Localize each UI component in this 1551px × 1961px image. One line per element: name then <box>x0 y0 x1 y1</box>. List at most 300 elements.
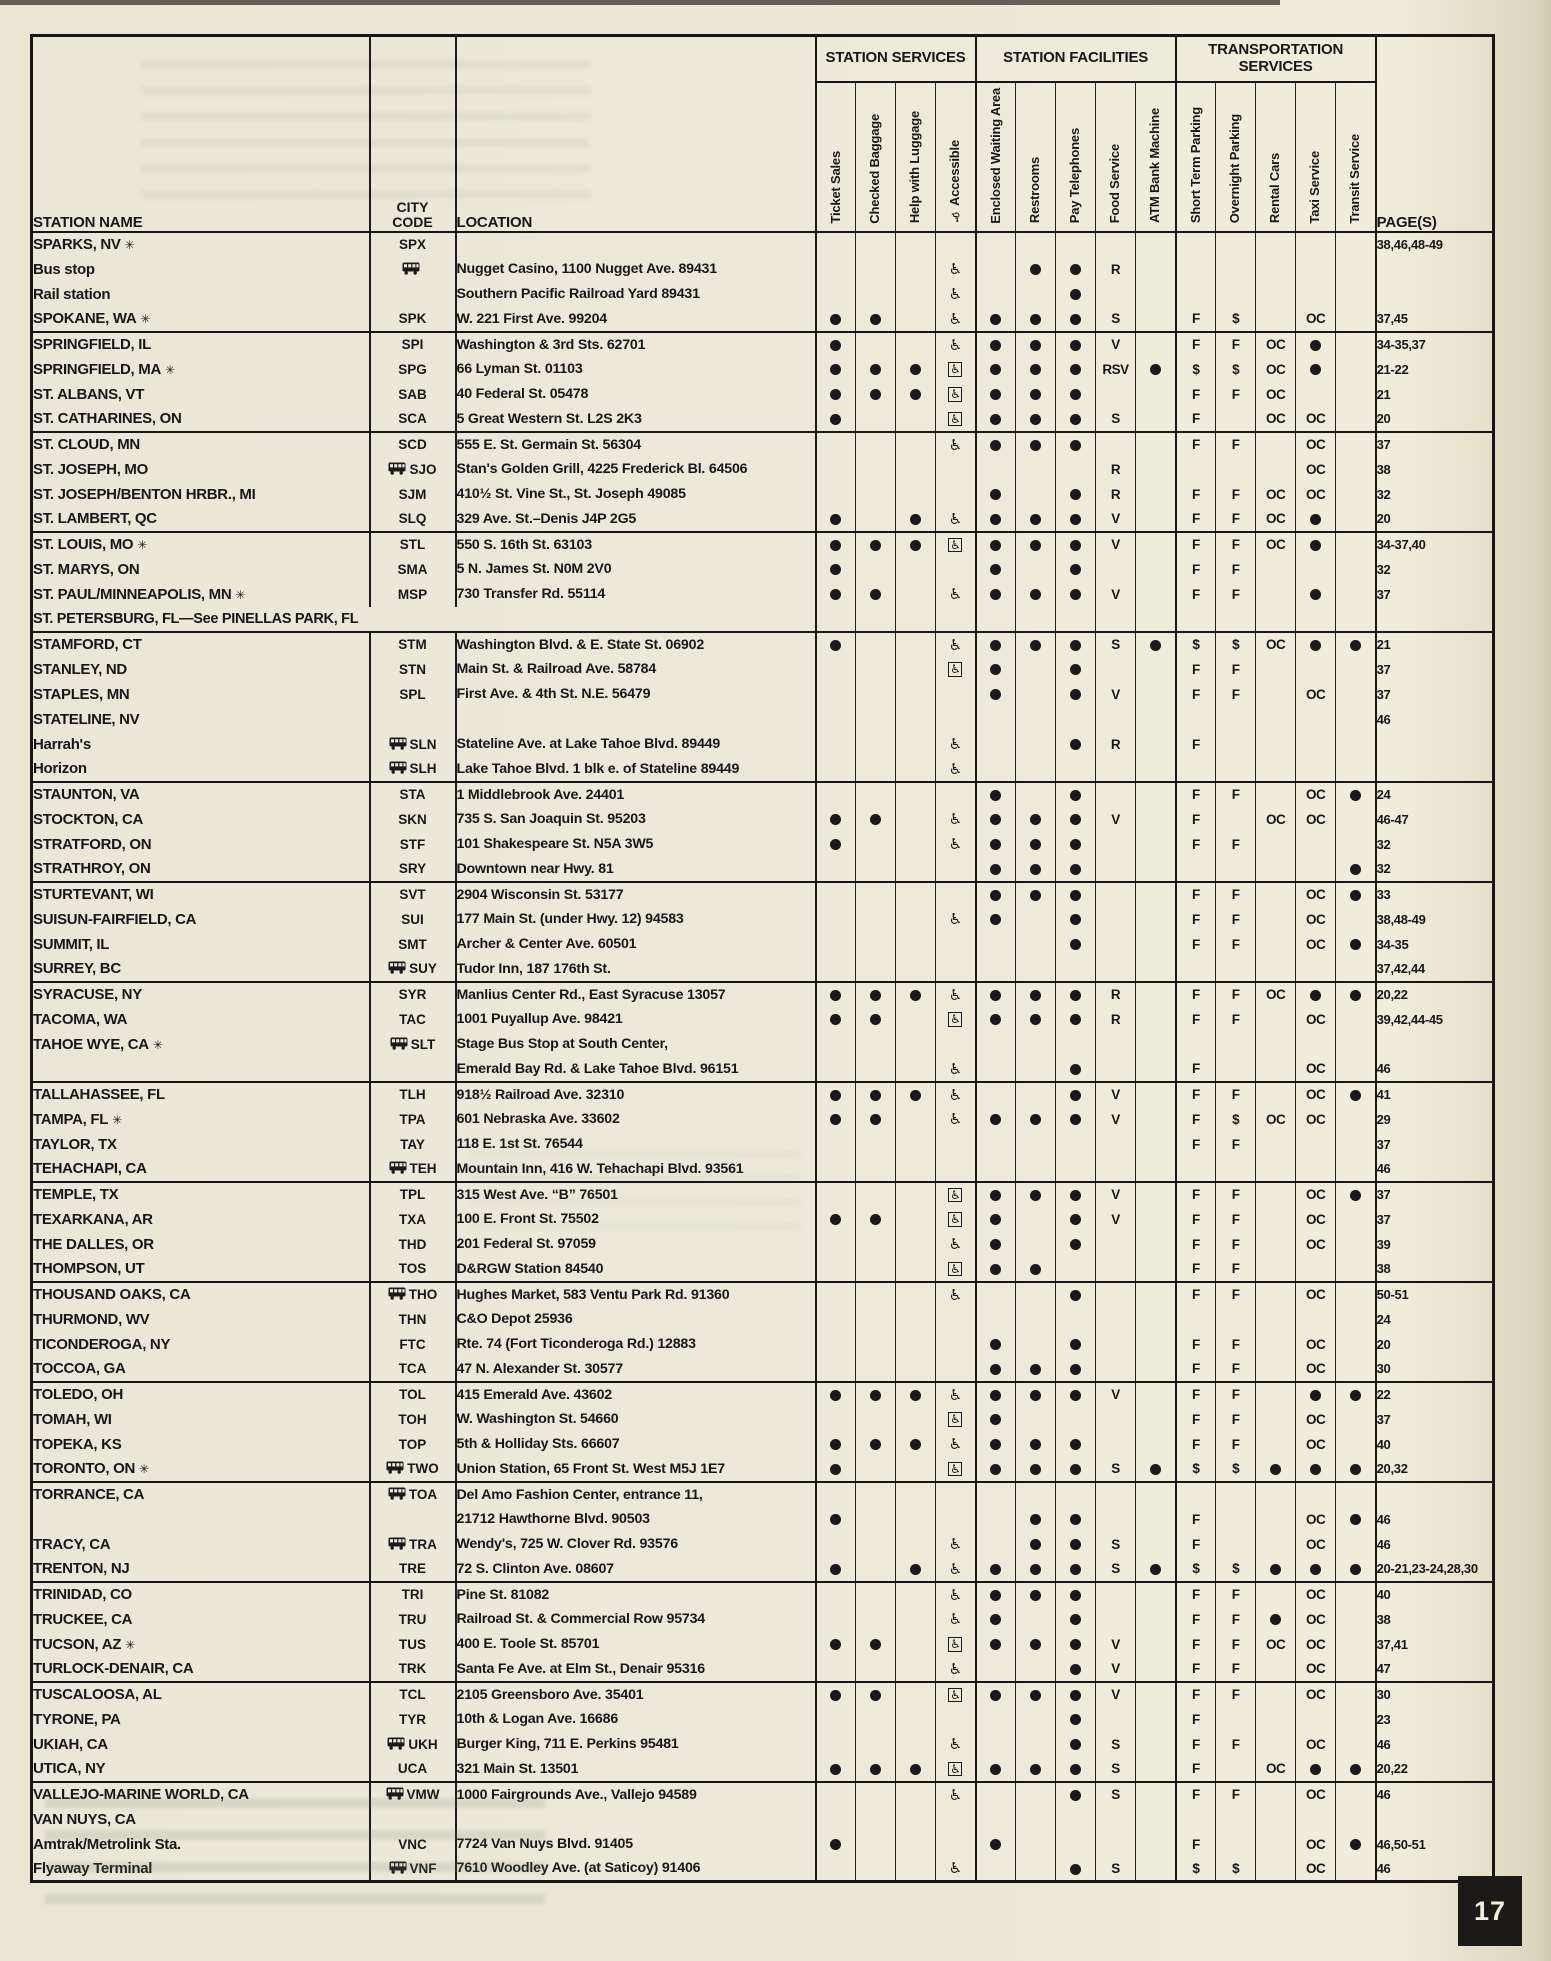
service-cell <box>1056 707 1096 732</box>
service-cell <box>1296 557 1336 582</box>
city-code-cell <box>370 457 456 482</box>
location-text: Manlius Center Rd., East Syracuse 13057 <box>456 986 726 1003</box>
service-cell <box>1016 1532 1056 1557</box>
bus-icon <box>386 1461 404 1474</box>
service-cell <box>976 757 1016 782</box>
service-code: $ <box>1232 361 1240 377</box>
station-name: TEMPLE, TX <box>33 1186 119 1203</box>
pages-cell <box>1376 1607 1494 1632</box>
service-dot <box>1150 640 1161 651</box>
service-cell <box>816 1707 856 1732</box>
service-code: OC <box>1305 411 1326 426</box>
location-text: 21712 Hawthorne Blvd. 90503 <box>456 1511 650 1527</box>
service-cell <box>1096 1582 1136 1607</box>
service-cell <box>1296 682 1336 707</box>
service-cell <box>896 1307 936 1332</box>
pages-cell <box>1376 1232 1494 1257</box>
station-name-cell <box>32 1657 370 1682</box>
service-cell <box>896 1357 936 1382</box>
service-code: F <box>1191 1111 1200 1127</box>
pages-cell <box>1376 1657 1494 1682</box>
service-cell <box>1016 382 1056 407</box>
service-code: S <box>1111 1461 1120 1476</box>
service-code: F <box>1191 311 1200 326</box>
service-cell <box>816 1432 856 1457</box>
station-name-cell <box>32 582 370 607</box>
location-cell <box>456 1107 816 1132</box>
city-code-cell <box>370 232 456 257</box>
pages-text: 46 <box>1376 1161 1391 1176</box>
location-text: W. Washington St. 54660 <box>456 1411 619 1427</box>
service-cell <box>856 1007 896 1032</box>
service-cell <box>976 1532 1016 1557</box>
service-code: F <box>1191 411 1200 426</box>
service-cell <box>1216 707 1256 732</box>
city-code-cell <box>370 532 456 557</box>
service-cell <box>1176 732 1216 757</box>
service-cell <box>1296 1407 1336 1432</box>
service-code: F <box>1191 1587 1200 1602</box>
station-name-cell <box>32 357 370 382</box>
service-cell <box>976 1032 1016 1057</box>
service-cell <box>1016 1482 1056 1507</box>
station-name-cell <box>32 1607 370 1632</box>
service-cell <box>1136 432 1176 457</box>
service-cell <box>1096 1507 1136 1532</box>
station-name-cell <box>32 857 370 882</box>
service-cell <box>1336 1682 1376 1707</box>
service-cell <box>1336 932 1376 957</box>
service-cell <box>1336 857 1376 882</box>
service-cell <box>1016 1657 1056 1682</box>
service-dot <box>1070 264 1081 275</box>
service-cell <box>976 657 1016 682</box>
service-cell <box>1016 657 1056 682</box>
service-cell <box>936 707 976 732</box>
service-cell <box>1096 1357 1136 1382</box>
station-name: UKIAH, CA <box>33 1735 108 1753</box>
service-cell <box>1056 457 1096 482</box>
wheelchair-accessible-boxed-icon: ♿ <box>950 387 961 402</box>
service-cell <box>936 307 976 332</box>
service-cell <box>856 357 896 382</box>
service-code: F <box>1191 386 1200 402</box>
service-cell <box>1056 1307 1096 1332</box>
service-dot <box>1070 340 1081 351</box>
service-dot <box>830 1690 841 1701</box>
service-cell <box>1096 357 1136 382</box>
service-cell <box>1056 1407 1096 1432</box>
city-code: UCA <box>397 1761 428 1776</box>
service-code: F <box>1231 511 1240 526</box>
service-cell <box>1096 657 1136 682</box>
station-name: TURLOCK-DENAIR, CA <box>33 1660 194 1677</box>
pages-cell <box>1376 1807 1494 1832</box>
service-cell <box>1136 607 1176 632</box>
service-cell <box>1136 232 1176 257</box>
service-dot <box>1350 1514 1361 1525</box>
service-dot <box>870 1639 881 1650</box>
service-dot <box>1310 340 1321 351</box>
pages-cell <box>1376 1182 1494 1207</box>
service-cell <box>856 1157 896 1182</box>
service-dot <box>990 1439 1001 1450</box>
location-cell <box>456 657 816 682</box>
service-cell <box>856 707 896 732</box>
station-subrow <box>32 757 1494 782</box>
station-row <box>32 407 1494 432</box>
station-name: Rail station <box>33 285 111 303</box>
service-cell <box>936 632 976 657</box>
service-cell <box>856 1582 896 1607</box>
service-cell <box>1016 1257 1056 1282</box>
service-dot <box>1070 540 1081 551</box>
pages-text: 46 <box>1376 1511 1391 1527</box>
service-cell <box>1176 332 1216 357</box>
service-cell <box>936 557 976 582</box>
station-name: SURREY, BC <box>33 960 121 977</box>
location-cell <box>456 382 816 407</box>
service-cell <box>976 907 1016 932</box>
station-name: THOUSAND OAKS, CA <box>33 1286 191 1303</box>
service-dot <box>1070 1014 1081 1025</box>
service-cell <box>1136 1107 1176 1132</box>
service-cell <box>856 1482 896 1507</box>
city-code: TYR <box>399 1711 426 1727</box>
service-cell <box>1336 1757 1376 1782</box>
service-cell <box>896 857 936 882</box>
service-cell <box>1256 457 1296 482</box>
service-cell <box>1136 1007 1176 1032</box>
station-name: ST. LAMBERT, QC <box>33 510 157 527</box>
city-code-cell <box>370 382 456 407</box>
pages-text: 40 <box>1376 1436 1391 1452</box>
service-dot <box>1030 1464 1041 1475</box>
location-text: 2105 Greensboro Ave. 35401 <box>456 1686 644 1703</box>
service-cell <box>896 1107 936 1132</box>
service-cell <box>816 307 856 332</box>
service-cell <box>1296 882 1336 907</box>
service-cell <box>1216 907 1256 932</box>
station-name-cell <box>32 1307 370 1332</box>
service-code: F <box>1191 1711 1200 1727</box>
service-cell <box>1056 1107 1096 1132</box>
station-name-cell <box>32 1157 370 1182</box>
service-dot <box>830 1639 841 1650</box>
city-code: TXA <box>399 1211 426 1227</box>
service-cell <box>1096 732 1136 757</box>
station-row <box>32 1232 1494 1257</box>
service-code: F <box>1191 1687 1200 1702</box>
station-name: Flyaway Terminal <box>33 1859 153 1877</box>
location-text: 410½ St. Vine St., St. Joseph 49085 <box>456 486 686 502</box>
service-cell <box>1176 432 1216 457</box>
service-cell <box>1136 407 1176 432</box>
location-text: Rte. 74 (Fort Ticonderoga Rd.) 12883 <box>456 1336 696 1352</box>
service-cell <box>1096 532 1136 557</box>
service-cell <box>1096 1832 1136 1857</box>
service-cell <box>856 782 896 807</box>
service-dot <box>830 814 841 825</box>
wheelchair-accessible-icon: ♿ <box>948 309 962 328</box>
service-cell <box>1136 557 1176 582</box>
service-cell <box>816 882 856 907</box>
service-cell <box>1256 807 1296 832</box>
city-code: TAY <box>400 1136 425 1152</box>
service-code: R <box>1110 461 1121 477</box>
service-cell <box>976 1257 1016 1282</box>
location-cell <box>456 557 816 582</box>
service-dot <box>990 1264 1001 1275</box>
service-cell <box>1296 782 1336 807</box>
service-cell <box>1216 832 1256 857</box>
location-cell <box>456 1432 816 1457</box>
service-cell <box>1256 1232 1296 1257</box>
pages-cell <box>1376 1332 1494 1357</box>
station-row <box>32 457 1494 482</box>
flag-star-icon: ✳ <box>125 1637 135 1652</box>
service-cell <box>1176 1032 1216 1057</box>
service-dot <box>830 414 841 425</box>
service-cell <box>1056 1707 1096 1732</box>
service-cell <box>1016 457 1056 482</box>
city-code-cell <box>370 507 456 532</box>
service-dot <box>1070 1214 1081 1225</box>
pages-cell <box>1376 357 1494 382</box>
pages-text: 21 <box>1376 637 1391 652</box>
service-cell <box>896 1157 936 1182</box>
city-code: TPL <box>399 1187 426 1202</box>
service-cell <box>1176 757 1216 782</box>
service-dot <box>1030 540 1041 551</box>
service-cell <box>856 1257 896 1282</box>
city-code: TOA <box>408 1487 438 1502</box>
service-cell <box>1256 1782 1296 1807</box>
wheelchair-accessible-icon: ♿ <box>948 759 962 778</box>
service-cell <box>1176 782 1216 807</box>
service-cell <box>1096 1682 1136 1707</box>
service-cell <box>816 1132 856 1157</box>
service-dot <box>830 314 841 325</box>
service-cell <box>1216 957 1256 982</box>
service-cell <box>1056 1457 1096 1482</box>
service-cell <box>1296 1157 1336 1182</box>
service-dot <box>1350 864 1361 875</box>
service-dot <box>1070 440 1081 451</box>
service-cell <box>1336 1107 1376 1132</box>
service-cell <box>1336 807 1376 832</box>
service-cell <box>816 907 856 932</box>
city-code-cell <box>370 1557 456 1582</box>
pages-text: 24 <box>1376 1311 1391 1327</box>
service-cell <box>1216 1282 1256 1307</box>
service-cell <box>896 1082 936 1107</box>
column-header-pay-telephones: Pay Telephones <box>1056 82 1096 232</box>
service-cell <box>1176 1107 1216 1132</box>
service-cell <box>1296 1207 1336 1232</box>
pages-cell <box>1376 907 1494 932</box>
station-row <box>32 1532 1494 1557</box>
location-cell <box>456 1082 816 1107</box>
station-name: ST. JOSEPH/BENTON HRBR., MI <box>33 485 256 503</box>
service-cell <box>856 857 896 882</box>
service-code: OC <box>1305 936 1326 952</box>
service-code: F <box>1231 586 1240 602</box>
service-cell <box>856 1132 896 1157</box>
service-cell <box>1056 682 1096 707</box>
service-dot <box>1270 1614 1281 1625</box>
service-code: $ <box>1232 637 1240 652</box>
service-dot <box>1150 364 1161 375</box>
station-name: VAN NUYS, CA <box>33 1810 136 1828</box>
service-cell <box>1096 1857 1136 1882</box>
service-dot <box>870 540 881 551</box>
service-code: S <box>1111 311 1120 326</box>
service-code: $ <box>1232 1461 1240 1476</box>
service-cell <box>1056 757 1096 782</box>
service-code: F <box>1231 836 1240 852</box>
station-name-cell <box>32 1282 370 1307</box>
service-dot <box>1310 1464 1321 1475</box>
location-cell <box>456 257 816 282</box>
service-cell <box>976 932 1016 957</box>
service-cell <box>1256 1757 1296 1782</box>
service-cell <box>1016 1457 1056 1482</box>
station-name-cell <box>32 1032 370 1057</box>
service-code: F <box>1191 1536 1200 1552</box>
service-cell <box>1136 957 1176 982</box>
service-cell <box>1296 1232 1336 1257</box>
service-cell <box>1296 232 1336 257</box>
service-cell <box>1336 532 1376 557</box>
service-cell <box>856 382 896 407</box>
service-cell <box>1176 1857 1216 1882</box>
city-code-cell <box>370 1357 456 1382</box>
station-row <box>32 1082 1494 1107</box>
service-cell <box>936 1632 976 1657</box>
pages-cell <box>1376 1757 1494 1782</box>
location-text: Santa Fe Ave. at Elm St., Denair 95316 <box>456 1660 705 1677</box>
location-cell <box>456 1757 816 1782</box>
service-code: F <box>1191 1361 1200 1376</box>
service-dot <box>1070 1739 1081 1750</box>
city-code: TLH <box>399 1087 426 1102</box>
service-cell <box>1056 257 1096 282</box>
service-code: F <box>1191 586 1200 602</box>
service-cell <box>1176 1757 1216 1782</box>
pages-text: 37 <box>1376 1136 1391 1152</box>
location-text: 101 Shakespeare St. N5A 3W5 <box>456 836 654 852</box>
service-cell <box>976 407 1016 432</box>
service-cell <box>1336 707 1376 732</box>
service-cell <box>1136 382 1176 407</box>
service-dot <box>1070 1364 1081 1375</box>
service-cell <box>1336 1032 1376 1057</box>
service-code: OC <box>1265 361 1286 377</box>
station-name: TUSCALOOSA, AL <box>33 1686 162 1703</box>
service-code: F <box>1191 1287 1200 1302</box>
service-cell <box>1176 1407 1216 1432</box>
city-code-cell <box>370 1457 456 1482</box>
wheelchair-accessible-boxed-icon: ♿ <box>950 1412 961 1427</box>
city-code-cell <box>370 757 456 782</box>
table-header <box>32 36 1494 232</box>
service-dot <box>1070 1639 1081 1650</box>
service-cell <box>1336 982 1376 1007</box>
service-code: OC <box>1305 1236 1326 1252</box>
service-code: V <box>1111 811 1120 827</box>
service-cell <box>976 682 1016 707</box>
pages-cell <box>1376 807 1494 832</box>
service-cell <box>1016 482 1056 507</box>
city-code-cell <box>370 1182 456 1207</box>
service-dot <box>1070 1339 1081 1350</box>
service-dot <box>1030 1390 1041 1401</box>
pages-cell <box>1376 432 1494 457</box>
station-row <box>32 857 1494 882</box>
pages-cell <box>1376 482 1494 507</box>
city-code-cell <box>370 1032 456 1057</box>
location-text: Southern Pacific Railroad Yard 89431 <box>456 286 700 302</box>
service-code: OC <box>1305 1336 1326 1352</box>
service-dot <box>830 389 841 400</box>
city-code-cell <box>370 807 456 832</box>
service-cell <box>856 1857 896 1882</box>
service-cell <box>1136 332 1176 357</box>
service-cell <box>1096 807 1136 832</box>
service-cell <box>1136 1282 1176 1307</box>
station-name: UTICA, NY <box>33 1760 106 1777</box>
service-cell <box>856 1032 896 1057</box>
column-header-food-service: Food Service <box>1096 82 1136 232</box>
service-cell <box>1336 582 1376 607</box>
service-cell <box>936 1707 976 1732</box>
service-cell <box>1056 1257 1096 1282</box>
service-cell <box>896 1532 936 1557</box>
wheelchair-accessible-boxed-icon: ♿ <box>950 1212 961 1227</box>
service-cell <box>1216 432 1256 457</box>
service-cell <box>1056 1232 1096 1257</box>
service-cell <box>1256 1707 1296 1732</box>
service-cell <box>856 507 896 532</box>
service-dot <box>1310 540 1321 551</box>
pages-cell <box>1376 1582 1494 1607</box>
service-cell <box>1296 1332 1336 1357</box>
location-text: Emerald Bay Rd. & Lake Tahoe Blvd. 96151 <box>456 1060 739 1077</box>
service-cell <box>856 1657 896 1682</box>
city-code: TCA <box>398 1361 427 1376</box>
service-cell <box>896 282 936 307</box>
service-dot <box>990 440 1001 451</box>
station-name-cell <box>32 332 370 357</box>
location-text: Downtown near Hwy. 81 <box>456 860 614 877</box>
station-row <box>32 1182 1494 1207</box>
service-cell <box>1176 1607 1216 1632</box>
service-dot <box>1030 1514 1041 1525</box>
service-dot <box>870 364 881 375</box>
pages-cell <box>1376 332 1494 357</box>
service-code: OC <box>1305 1787 1326 1802</box>
service-cell <box>1016 1807 1056 1832</box>
pages-cell <box>1376 1082 1494 1107</box>
station-row <box>32 1732 1494 1757</box>
service-cell <box>896 682 936 707</box>
location-text: 321 Main St. 13501 <box>456 1760 579 1777</box>
service-code: OC <box>1265 511 1286 526</box>
service-cell <box>1136 1432 1176 1457</box>
service-cell <box>1056 657 1096 682</box>
service-cell <box>1056 732 1096 757</box>
